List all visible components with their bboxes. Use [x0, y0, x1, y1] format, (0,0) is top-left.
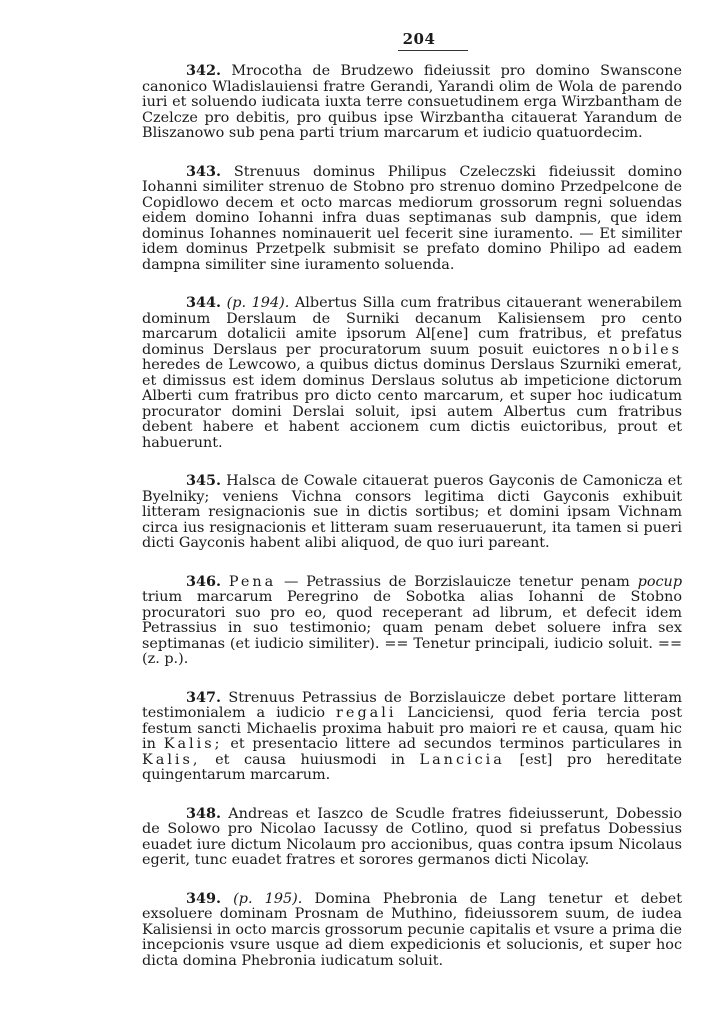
- entry-text: — Petrassius de Borzislauicze tenetur penam: [284, 573, 630, 590]
- spaced-word: regali: [336, 705, 397, 721]
- entry-text: Domina Phebronia de Lang tenetur et debet exsoluere dominam Prosnam de Muthino, fideiussorem suum, de iudea Kalisiensi in octo marcis grossorum pecunie capitalis et vsure a prima die incepcionis vsure usque ad diem expedicionis et solucionis, et super hoc dicta domina Phebronia iudicatum soluit.: [142, 890, 682, 969]
- entry-number: 342.: [186, 62, 222, 79]
- spaced-word: Pena: [228, 573, 277, 590]
- entry-number: 344.: [186, 294, 222, 311]
- entry-342: [142, 63, 682, 142]
- entry-text: Andreas et Iaszco de Scudle fratres fideiusserunt, Dobessio de Solowo pro Nicolao Iacussy de Cotlino, quod si prefatus Dobessius euadet iure dictum Nicolaum pro accionibus, quas contra ipsum Nicolaus egerit, tunc euadet fratres et sorores germanos dicti Nicolay.: [142, 805, 683, 868]
- spaced-word: nobiles: [608, 341, 682, 358]
- entry-346: [142, 574, 682, 668]
- entry-number: 349.: [186, 889, 222, 907]
- entry-347: [142, 690, 682, 784]
- entry-number: 348.: [186, 804, 222, 822]
- spaced-word: Kalis,: [142, 751, 201, 768]
- entry-text: et causa huiusmodi in: [215, 751, 405, 768]
- italic-word: pocup: [637, 573, 683, 590]
- entry-349: [142, 891, 682, 970]
- entry-number: 347.: [186, 688, 222, 706]
- spaced-word: Kalis;: [163, 736, 223, 752]
- spaced-word: Lancicia: [419, 751, 505, 768]
- entry-345: [142, 473, 682, 552]
- entry-343: [142, 164, 682, 274]
- entry-text: trium marcarum Peregrino de Sobotka alias Iohanni de Stobno procuratori suo pro eo, quod receperant ad librum, et defecit idem Petrassius in suo testimonio; quam penam debet soluere infra sex septimanas (et iudicio similiter). == Tenetur principali, iudicio soluit. == (z. p.).: [142, 589, 682, 667]
- entry-text: Lanciciensi, quod feria tercia post festum sancti Michaelis proxima habuit pro maiori re et causa, quam hic in: [142, 705, 682, 752]
- entry-text: Strenuus Petrassius de Borzislauicze debet portare litteram testimonialem a iudicio: [142, 689, 683, 721]
- entry-number: 345.: [186, 472, 222, 489]
- page-number: 204: [402, 30, 436, 48]
- entry-text: Mrocotha de Brudzewo fideiussit pro domino Swanscone canonico Wladislauiensi fratre Gerandi, Yarandi olim de Wola de parendo iuri et soluendo iudicata iuxta terre consuetudinem erga Wirzbantham de Czelcze pro debitis, pro quibus ipse Wirzbantha citauerat Yarandum de Bliszanowo sub pena parti trium marcarum et iudicio quatuordecim.: [142, 63, 682, 141]
- header-rule: [398, 50, 468, 51]
- page-reference: (p. 195).: [233, 890, 303, 907]
- entry-344: [142, 295, 682, 451]
- document-page: [142, 30, 682, 991]
- entry-text: [est] pro hereditate quingentarum marcarum.: [142, 751, 683, 783]
- entry-number: 343.: [186, 162, 222, 180]
- entry-text: et presentacio littere ad secundos terminos particulares in: [230, 736, 683, 752]
- entry-text: Albertus Silla cum fratribus citauerant wenerabilem dominum Derslaum de Surniki decanum Kalisiensem pro cento marcarum dotalicii amite ipsorum Al[ene] cum fratribus, et prefatus dominus Derslaus per procuratorum suum posuit euictores: [142, 295, 682, 358]
- entry-text: Strenuus dominus Philipus Czeleczski fideiussit domino Iohanni similiter strenuo de Stobno pro strenuo domino Przedpelcone de Copidlowo decem et octo marcas mediorum grossorum regni soluendas eidem domino Iohanni infra duas septimanas sub dampnis, que idem dominus Iohannes nominauerit uel fecerit sine iuramento. — Et similiter idem dominus Przetpelk submisit se prefato domino Philipo ad eadem dampna similiter sine iuramento soluenda.: [142, 163, 682, 273]
- entry-348: [142, 806, 682, 869]
- page-reference: (p. 194).: [226, 295, 290, 311]
- entry-text: heredes de Lewcowo, a quibus dictus dominus Derslaus Szurniki emerat, et dimissus est idem dominus Derslaus solutus ab impeticione dictorum Alberti cum fratribus pro dicto cento marcarum, et super hoc iudicatum procurator domini Derslai soluit, ipsi autem Albertus cum fratribus debent habere et habent accionem cum dictis euictoribus, prout et habuerunt.: [142, 357, 682, 451]
- entry-number: 346.: [186, 572, 222, 590]
- entry-text: Halsca de Cowale citauerat pueros Gayconis de Camonicza et Byelniky; veniens Vichna consors legitima dicti Gayconis exhibuit litteram resignacionis sue in dictis sortibus; et domini ipsam Vichnam circa ius resignacionis et litteram suam reseruauerunt, ita tamen si pueri dicti Gayconis habent alibi aliquod, de quo iuri pareant.: [142, 473, 683, 551]
